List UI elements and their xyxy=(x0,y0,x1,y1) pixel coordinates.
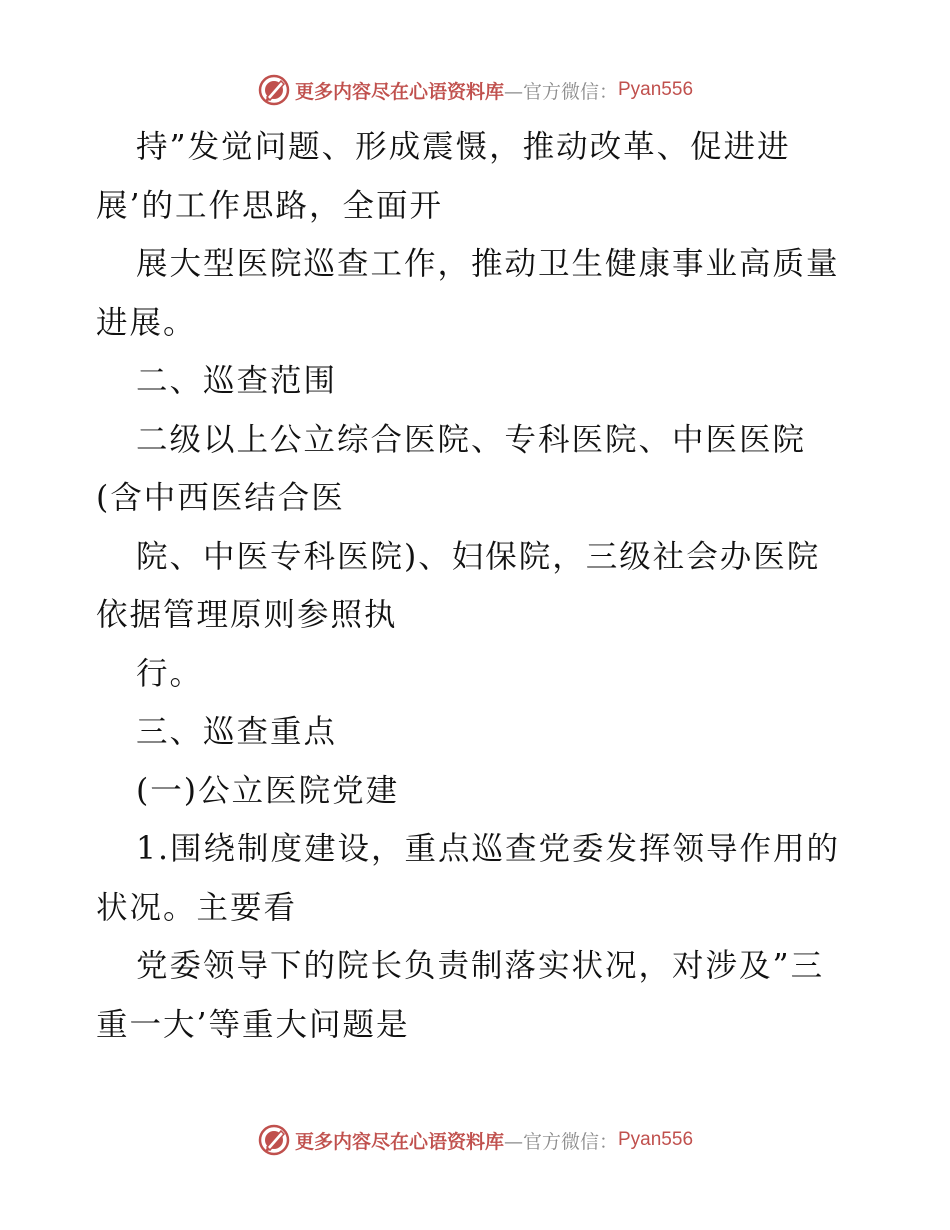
text-line: 重一大’等重大问题是 xyxy=(96,1006,410,1043)
watermark-separator: —官方微信： xyxy=(503,1130,618,1153)
section-heading: 三、巡查重点 xyxy=(136,714,338,750)
text-line: 院、中医专科医院)、妇保院，三级社会办医院 xyxy=(136,538,821,575)
section-heading: 二、巡查范围 xyxy=(136,363,338,399)
text-line: 持”发觉问题、形成震慑，推动改革、促进进 xyxy=(136,129,791,165)
document-body xyxy=(96,118,856,1054)
watermark-text: 更多内容尽在心语资料库 xyxy=(294,1130,504,1153)
watermark-wechat-id: Pyan556 xyxy=(618,1129,694,1150)
text-line: 进展。 xyxy=(96,304,197,341)
text-line: 状况。主要看 xyxy=(96,889,298,926)
watermark-text: 更多内容尽在心语资料库 xyxy=(294,80,504,103)
text-line: 依据管理原则参照执 xyxy=(96,597,398,633)
subsection-heading: (一)公立医院党建 xyxy=(136,772,400,809)
text-line: 展大型医院巡查工作，推动卫生健康事业高质量 xyxy=(136,246,840,282)
text-line: 党委领导下的院长负责制落实状况，对涉及”三 xyxy=(136,948,825,984)
header-watermark xyxy=(0,70,950,110)
text-line: 展’的工作思路，全面开 xyxy=(96,187,444,224)
text-line: 1.围绕制度建设，重点巡查党委发挥领导作用的 xyxy=(136,831,841,867)
pen-logo-icon xyxy=(257,73,291,107)
text-line: 二级以上公立综合医院、专科医院、中医医院 xyxy=(136,421,807,458)
pen-logo-icon xyxy=(257,1123,291,1157)
text-line: 行。 xyxy=(136,655,204,692)
watermark-wechat-id: Pyan556 xyxy=(618,79,694,100)
footer-watermark xyxy=(0,1120,950,1160)
watermark-separator: —官方微信： xyxy=(503,80,618,103)
text-line: (含中西医结合医 xyxy=(96,480,345,516)
